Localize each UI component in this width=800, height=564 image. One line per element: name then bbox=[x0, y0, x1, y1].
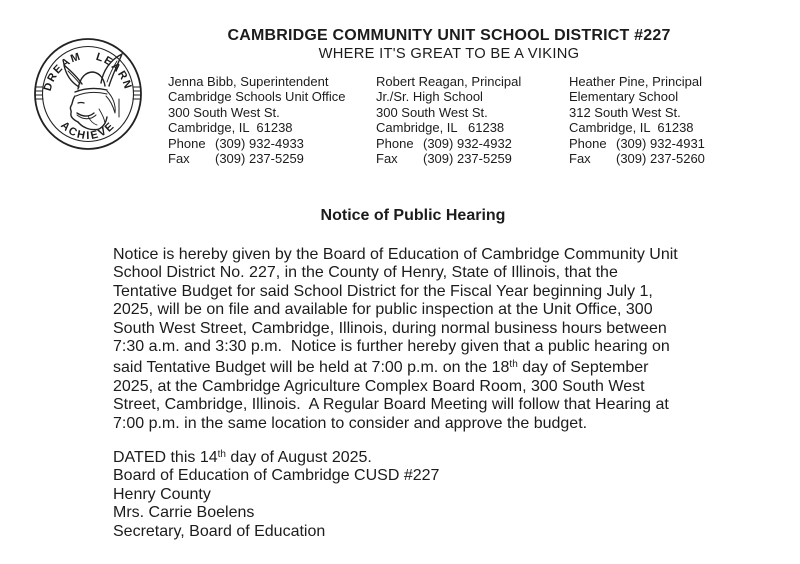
contact-org: Elementary School bbox=[569, 89, 679, 105]
contact-phone bbox=[376, 136, 569, 151]
ordinal-superscript: th bbox=[509, 359, 518, 371]
district-title: CAMBRIDGE COMMUNITY UNIT SCHOOL DISTRICT #227 bbox=[227, 27, 671, 44]
fax-label: Fax bbox=[569, 151, 591, 167]
district-seal-graphic bbox=[33, 37, 143, 151]
fax-label: Fax bbox=[168, 151, 190, 167]
contact-city: Cambridge, IL 61238 bbox=[168, 120, 293, 136]
phone-number: (309) 932-4933 bbox=[215, 135, 304, 151]
contact-city: Cambridge, IL 61238 bbox=[569, 120, 694, 136]
dated-line bbox=[113, 446, 439, 467]
district-tagline: WHERE IT'S GREAT TO BE A VIKING bbox=[318, 46, 580, 62]
notice-body bbox=[113, 246, 678, 433]
line-text: said Tentative Budget will be held at 7:00 p.m. on the 18 bbox=[113, 359, 510, 377]
contact-columns bbox=[168, 74, 705, 166]
contact-name: Robert Reagan, Principal bbox=[376, 74, 522, 89]
svg-text:ACHIEVE bbox=[58, 119, 117, 142]
notice-title: Notice of Public Hearing bbox=[320, 207, 506, 224]
contact-address: 300 South West St. bbox=[376, 104, 488, 120]
contact-fax bbox=[168, 151, 376, 166]
contact-fax bbox=[376, 151, 569, 166]
district-seal-logo bbox=[33, 37, 143, 151]
notice-body-line bbox=[113, 356, 678, 377]
contact-name: Heather Pine, Principal bbox=[569, 74, 702, 89]
notice-body-line: South West Street, Cambridge, Illinois, during normal business hours between bbox=[113, 319, 667, 337]
dated-block bbox=[113, 446, 439, 541]
contact-column-elementary bbox=[569, 74, 705, 166]
contact-address: 300 South West St. bbox=[168, 104, 280, 120]
dated-line: Secretary, Board of Education bbox=[113, 522, 326, 540]
phone-number: (309) 932-4932 bbox=[423, 135, 512, 151]
contact-org: Jr./Sr. High School bbox=[376, 89, 483, 105]
phone-label: Phone bbox=[376, 135, 414, 151]
contact-phone bbox=[569, 136, 705, 151]
line-text: day of August 2025. bbox=[225, 449, 372, 466]
notice-body-line: 7:30 a.m. and 3:30 p.m. Notice is further hereby given that a public hearing on bbox=[113, 338, 670, 356]
fax-number: (309) 237-5259 bbox=[215, 151, 304, 167]
fax-label: Fax bbox=[376, 151, 398, 167]
contact-address: 312 South West St. bbox=[569, 104, 681, 120]
contact-column-high-school bbox=[376, 74, 569, 166]
contact-org: Cambridge Schools Unit Office bbox=[168, 89, 346, 105]
phone-number: (309) 932-4931 bbox=[616, 135, 705, 151]
fax-number: (309) 237-5260 bbox=[616, 151, 705, 167]
phone-label: Phone bbox=[168, 135, 206, 151]
dated-line: Board of Education of Cambridge CUSD #227 bbox=[113, 467, 440, 485]
dated-line: Mrs. Carrie Boelens bbox=[113, 504, 255, 522]
ordinal-superscript: th bbox=[217, 449, 226, 460]
notice-body-line: 7:00 p.m. in the same location to consider and approve the budget. bbox=[113, 414, 588, 432]
phone-label: Phone bbox=[569, 135, 607, 151]
letterhead bbox=[168, 26, 730, 64]
contact-city: Cambridge, IL 61238 bbox=[376, 120, 505, 136]
notice-body-line: Street, Cambridge, Illinois. A Regular Board Meeting will follow that Hearing at bbox=[113, 396, 669, 414]
line-text: day of September bbox=[517, 359, 649, 377]
seal-word-learn: LEARN bbox=[94, 50, 134, 92]
seal-word-achieve: ACHIEVE bbox=[58, 119, 118, 143]
notice-body-line: Notice is hereby given by the Board of Education of Cambridge Community Unit bbox=[113, 246, 678, 263]
notice-body-line: Tentative Budget for said School District for the Fiscal Year beginning July 1, bbox=[113, 282, 653, 300]
notice-body-line: 2025, will be on file and available for public inspection at the Unit Office, 300 bbox=[113, 301, 653, 319]
dated-line: Henry County bbox=[113, 485, 211, 503]
contact-name: Jenna Bibb, Superintendent bbox=[168, 74, 329, 89]
contact-fax bbox=[569, 151, 705, 166]
notice-body-line: School District No. 227, in the County of Henry, State of Illinois, that the bbox=[113, 264, 618, 282]
contact-phone bbox=[168, 136, 376, 151]
fax-number: (309) 237-5259 bbox=[423, 151, 512, 167]
contact-column-superintendent bbox=[168, 74, 376, 166]
notice-body-line: 2025, at the Cambridge Agriculture Complex Board Room, 300 South West bbox=[113, 377, 645, 395]
line-text: DATED this 14 bbox=[113, 449, 218, 466]
seal-word-dream: DREAM bbox=[41, 50, 83, 93]
